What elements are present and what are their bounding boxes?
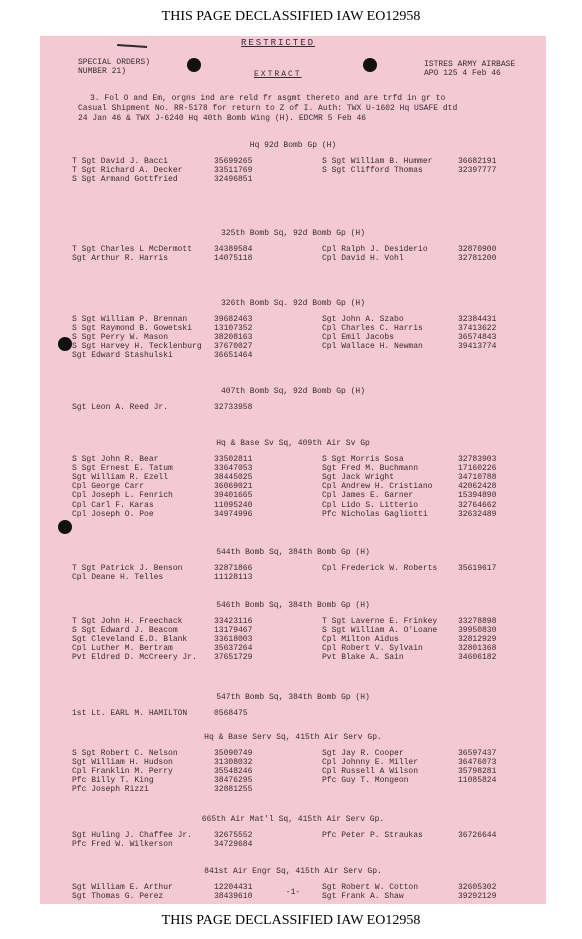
- page-number: -1-: [285, 888, 301, 897]
- serial-number: 17160226: [458, 464, 497, 474]
- serial-number: 32881255: [214, 785, 253, 795]
- group-heading: Hq & Base Serv Sq, 415th Air Serv Gp.: [204, 733, 382, 742]
- serial-number: 36574843: [458, 333, 497, 343]
- person-name: Pfc Nicholas Gagliotti: [322, 509, 428, 519]
- serial-number: 39292129: [458, 892, 497, 902]
- declassified-banner-top: THIS PAGE DECLASSIFIED IAW EO12958: [161, 9, 421, 24]
- serial-number: 39950830: [458, 626, 497, 636]
- serial-number: 34710788: [458, 473, 497, 483]
- person-name: Cpl Luther M. Bertram: [72, 644, 173, 654]
- serial-number: 32397777: [458, 166, 497, 176]
- serial-number: 38208163: [214, 333, 253, 343]
- serial-number: 34974996: [214, 509, 253, 519]
- serial-number: 39682463: [214, 315, 253, 324]
- person-name: S Sgt Armand Gottfried: [72, 175, 178, 185]
- group-heading: 665th Air Mat'l Sq, 415th Air Serv Gp.: [201, 815, 385, 824]
- person-name: Pvt Eldred D. McCreery Jr.: [72, 653, 197, 663]
- serial-number: 32812929: [458, 635, 497, 645]
- serial-number: 33618003: [214, 635, 253, 645]
- serial-number: 12204431: [214, 883, 253, 892]
- handwritten-mark: [117, 44, 147, 51]
- person-name: Pfc Peter P. Straukas: [322, 831, 423, 840]
- person-name: Cpl Johnny E. Miller: [322, 758, 419, 768]
- serial-number: 33511769: [214, 166, 253, 176]
- person-name: T Sgt Patrick J. Benson: [72, 564, 183, 573]
- serial-number: 11128113: [214, 573, 253, 583]
- serial-number: 36597437: [458, 749, 497, 758]
- serial-number: 37670027: [214, 342, 253, 352]
- person-name: S Sgt Clifford Thomas: [322, 166, 423, 176]
- serial-number: 38445025: [214, 473, 253, 483]
- person-name: Cpl Andrew H. Cristiano: [322, 482, 433, 492]
- person-name: Cpl Joseph L. Fenrich: [72, 491, 173, 501]
- order-number: NUMBER 21): [78, 67, 127, 76]
- person-name: Cpl Joseph O. Poe: [72, 509, 154, 519]
- person-name: Sgt Edward Stashulski: [72, 351, 173, 361]
- person-name: S Sgt William P. Brennan: [72, 315, 188, 324]
- declassified-banner-bottom: THIS PAGE DECLASSIFIED IAW EO12958: [161, 913, 421, 928]
- person-name: Sgt Leon A. Reed Jr.: [72, 403, 169, 412]
- person-name: Sgt William H. Hudson: [72, 758, 173, 768]
- paragraph-line: 3. Fol O and Em, orgns ind are reld fr asgmt thereto and are trfd in gr to: [90, 94, 446, 103]
- group-heading: 407th Bomb Sq, 92d Bomb Gp (H): [220, 387, 366, 396]
- serial-number: 36651464: [214, 351, 253, 361]
- person-name: Sgt Cleveland E.D. Blank: [72, 635, 188, 645]
- group-heading: 547th Bomb Sq, 384th Bomb Gp (H): [216, 693, 370, 702]
- serial-number: 39413774: [458, 342, 497, 352]
- person-name: S Sgt Perry W. Mason: [72, 333, 169, 343]
- serial-number: 11095240: [214, 500, 253, 510]
- serial-number: 38439610: [214, 892, 253, 902]
- binder-hole: [363, 58, 377, 72]
- serial-number: 33278898: [458, 617, 497, 626]
- person-name: Sgt Jack Wright: [322, 473, 395, 483]
- person-name: Cpl Deane H. Telles: [72, 573, 164, 583]
- serial-number: 35090749: [214, 749, 253, 758]
- serial-number: 32675552: [214, 831, 253, 840]
- person-name: Sgt Arthur R. Harris: [72, 254, 169, 264]
- person-name: Pfc Joseph Rizzi: [72, 785, 149, 795]
- special-orders-label: SPECIAL ORDERS): [78, 58, 151, 67]
- person-name: Sgt Frank A. Shaw: [322, 892, 404, 902]
- person-name: Sgt William R. Ezell: [72, 473, 169, 483]
- person-name: Pvt Blake A. Sain: [322, 653, 404, 663]
- serial-number: 35548246: [214, 767, 253, 777]
- serial-number: 36476073: [458, 758, 497, 768]
- binder-hole: [187, 58, 201, 72]
- person-name: S Sgt Harvey H. Tecklenburg: [72, 342, 202, 352]
- person-name: S Sgt Ernest E. Tatum: [72, 464, 173, 474]
- serial-number: 32384431: [458, 315, 497, 324]
- serial-number: 32870900: [458, 245, 497, 254]
- document-sheet: [40, 36, 546, 904]
- group-heading: 841st Air Engr Sq, 415th Air Serv Gp.: [204, 867, 382, 876]
- person-name: Cpl Robert V. Sylvain: [322, 644, 423, 654]
- serial-number: 32733958: [214, 403, 253, 412]
- serial-number: 32871866: [214, 564, 253, 573]
- person-name: Pfc Billy T. King: [72, 776, 154, 786]
- person-name: Cpl George Carr: [72, 482, 145, 492]
- person-name: Cpl Charles C. Harris: [322, 324, 423, 334]
- group-heading: 325th Bomb Sq, 92d Bomb Gp (H): [220, 229, 366, 238]
- person-name: T Sgt Laverne E. Frinkey: [322, 617, 438, 626]
- restricted-stamp: RESTRICTED: [241, 38, 316, 48]
- serial-number: 39401665: [214, 491, 253, 501]
- extract-heading: EXTRACT: [254, 70, 302, 79]
- serial-number: 32605302: [458, 883, 497, 892]
- serial-number: 42062428: [458, 482, 497, 492]
- person-name: Sgt Fred M. Buchmann: [322, 464, 419, 474]
- serial-number: 34729684: [214, 840, 253, 850]
- person-name: 1st Lt. EARL M. HAMILTON: [72, 709, 188, 718]
- paragraph-line: Casual Shipment No. RR-5178 for return to Z of I. Auth: TWX U-1602 Hq USAFE dtd: [78, 104, 458, 113]
- person-name: S Sgt William A. O'Loane: [322, 626, 438, 636]
- group-heading: 544th Bomb Sq, 384th Bomb Gp (H): [216, 548, 370, 557]
- serial-number: 32781200: [458, 254, 497, 264]
- person-name: Cpl James E. Garner: [322, 491, 414, 501]
- group-heading: 546th Bomb Sq, 384th Bomb Gp (H): [216, 601, 370, 610]
- person-name: Cpl Franklin M. Perry: [72, 767, 173, 777]
- serial-number: 33647053: [214, 464, 253, 474]
- serial-number: 32632489: [458, 509, 497, 519]
- person-name: Cpl Carl F. Karas: [72, 500, 154, 510]
- person-name: Cpl Frederick W. Roberts: [322, 564, 438, 573]
- binder-hole: [58, 520, 72, 534]
- person-name: S Sgt Robert C. Nelson: [72, 749, 178, 758]
- serial-number: 0568475: [214, 709, 248, 718]
- serial-number: 32801368: [458, 644, 497, 654]
- base-name: ISTRES ARMY AIRBASE: [424, 60, 516, 69]
- person-name: Cpl Lido S. Litterio: [322, 500, 419, 510]
- serial-number: 36726644: [458, 831, 497, 840]
- serial-number: 33502811: [214, 455, 253, 464]
- person-name: S Sgt William B. Hummer: [322, 157, 433, 166]
- serial-number: 35619617: [458, 564, 497, 573]
- serial-number: 15394890: [458, 491, 497, 501]
- serial-number: 14075118: [214, 254, 253, 264]
- serial-number: 36682191: [458, 157, 497, 166]
- serial-number: 34606182: [458, 653, 497, 663]
- person-name: Sgt Robert W. Cotton: [322, 883, 419, 892]
- person-name: Sgt Jay R. Cooper: [322, 749, 404, 758]
- serial-number: 34389584: [214, 245, 253, 254]
- person-name: S Sgt Edward J. Beacom: [72, 626, 178, 636]
- person-name: Cpl Wallace H. Newman: [322, 342, 423, 352]
- person-name: T Sgt Richard A. Decker: [72, 166, 183, 176]
- person-name: Cpl Ralph J. Desiderio: [322, 245, 428, 254]
- person-name: Pfc Fred W. Wilkerson: [72, 840, 173, 850]
- paragraph-line: 24 Jan 46 & TWX J-6240 Hq 40th Bomb Wing (H). EDCMR 5 Feb 46: [78, 114, 367, 123]
- group-heading: Hq & Base Sv Sq, 409th Air Sv Gp: [216, 439, 370, 448]
- person-name: T Sgt John H. Freechack: [72, 617, 183, 626]
- person-name: Sgt Huling J. Chaffee Jr.: [72, 831, 193, 840]
- serial-number: 35699265: [214, 157, 253, 166]
- group-heading: 326th Bomb Sq. 92d Bomb Gp (H): [220, 299, 366, 308]
- serial-number: 13179467: [214, 626, 253, 636]
- serial-number: 36069021: [214, 482, 253, 492]
- serial-number: 13107352: [214, 324, 253, 334]
- serial-number: 32496851: [214, 175, 253, 185]
- serial-number: 32764662: [458, 500, 497, 510]
- serial-number: 11085824: [458, 776, 497, 786]
- person-name: Sgt William E. Arthur: [72, 883, 173, 892]
- serial-number: 35637264: [214, 644, 253, 654]
- person-name: Sgt Thomas G. Perez: [72, 892, 164, 902]
- person-name: Cpl Russell A Wilson: [322, 767, 419, 777]
- serial-number: 37651729: [214, 653, 253, 663]
- person-name: T Sgt David J. Bacci: [72, 157, 169, 166]
- person-name: Cpl David H. Vohl: [322, 254, 404, 264]
- serial-number: 37413622: [458, 324, 497, 334]
- person-name: Pfc Guy T. Mongeon: [322, 776, 409, 786]
- serial-number: 33423116: [214, 617, 253, 626]
- person-name: S Sgt Raymond B. Gowetski: [72, 324, 193, 334]
- serial-number: 31308032: [214, 758, 253, 768]
- apo-date: APO 125 4 Feb 46: [424, 69, 501, 78]
- person-name: T Sgt Charles L McDermott: [72, 245, 193, 254]
- person-name: S Sgt John R. Bear: [72, 455, 159, 464]
- serial-number: 35798281: [458, 767, 497, 777]
- person-name: Sgt John A. Szabo: [322, 315, 404, 324]
- person-name: S Sgt Morris Sosa: [322, 455, 404, 464]
- person-name: Cpl Milton Aidus: [322, 635, 399, 645]
- person-name: Cpl Emil Jacobs: [322, 333, 395, 343]
- group-heading: Hq 92d Bomb Gp (H): [249, 141, 337, 150]
- serial-number: 38476295: [214, 776, 253, 786]
- serial-number: 32783903: [458, 455, 497, 464]
- binder-hole: [58, 337, 72, 351]
